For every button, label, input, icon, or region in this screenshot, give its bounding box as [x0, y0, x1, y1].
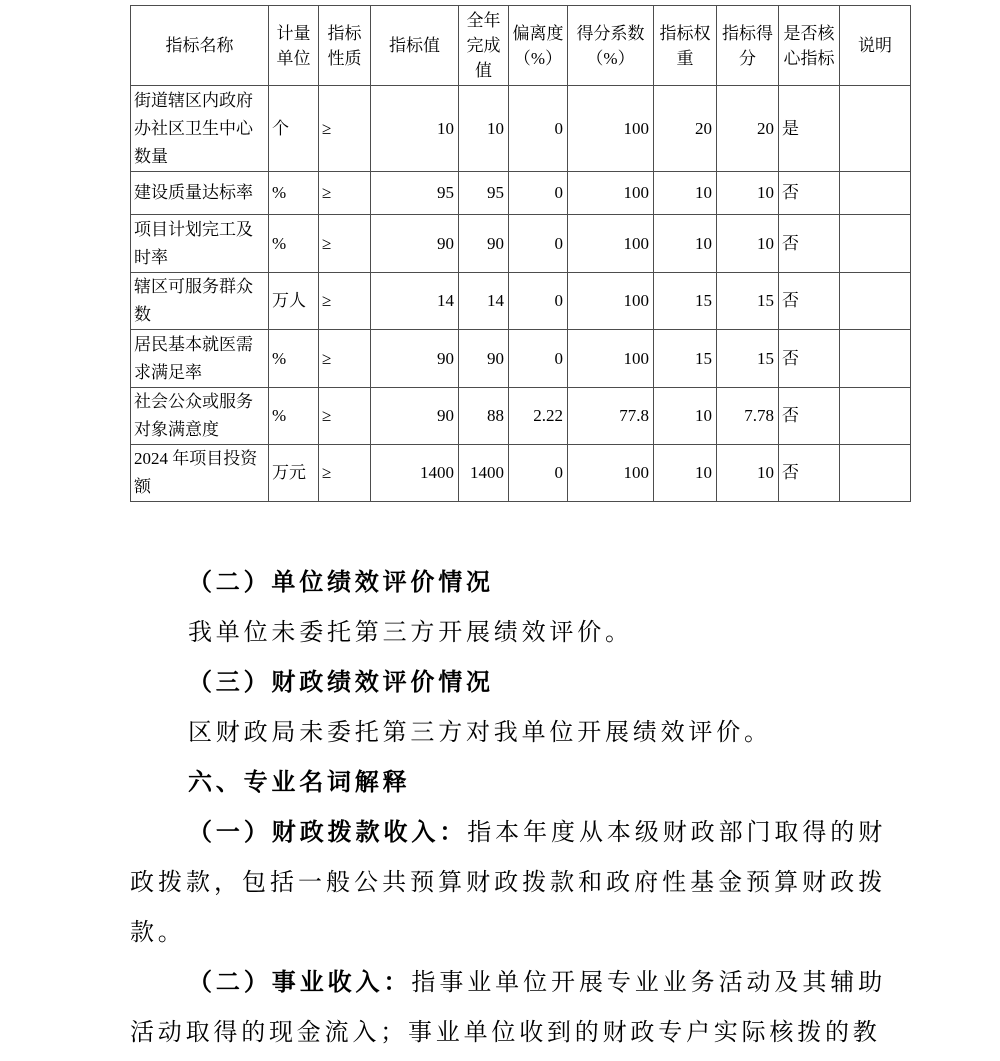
cell-score: 15: [717, 330, 779, 388]
cell-core-indicator: 否: [779, 215, 840, 273]
cell-nature: ≥: [319, 86, 371, 172]
paragraph-fiscal-performance-evaluation: 区财政局未委托第三方对我单位开展绩效评价。: [188, 720, 772, 746]
cell-annual-completion: 10: [459, 86, 509, 172]
cell-target-value: 14: [371, 273, 459, 330]
cell-score: 20: [717, 86, 779, 172]
cell-score: 10: [717, 445, 779, 502]
performance-indicator-table: [130, 5, 911, 502]
cell-nature: ≥: [319, 172, 371, 215]
table-row: [131, 273, 911, 330]
cell-target-value: 90: [371, 330, 459, 388]
cell-annual-completion: 88: [459, 388, 509, 445]
cell-unit: %: [269, 388, 319, 445]
cell-note: [840, 215, 911, 273]
cell-note: [840, 172, 911, 215]
table-row: [131, 445, 911, 502]
cell-target-value: 10: [371, 86, 459, 172]
cell-unit: 万元: [269, 445, 319, 502]
cell-indicator-name: 2024 年项目投资额: [131, 445, 269, 502]
term-lead-operational-income: （二）事业收入：: [188, 970, 412, 996]
cell-unit: 个: [269, 86, 319, 172]
col-header-target-value: 指标值: [371, 6, 459, 86]
cell-score-coefficient: 100: [568, 215, 654, 273]
cell-annual-completion: 14: [459, 273, 509, 330]
col-header-note: 说明: [840, 6, 911, 86]
col-header-deviation: 偏离度（%）: [509, 6, 568, 86]
cell-score: 7.78: [717, 388, 779, 445]
cell-note: [840, 273, 911, 330]
paragraph-unit-performance-evaluation: 我单位未委托第三方开展绩效评价。: [188, 620, 633, 646]
cell-score: 10: [717, 215, 779, 273]
paragraph-term-fiscal-appropriation-income: [130, 808, 886, 958]
cell-note: [840, 388, 911, 445]
cell-target-value: 1400: [371, 445, 459, 502]
cell-unit: %: [269, 215, 319, 273]
cell-core-indicator: 否: [779, 330, 840, 388]
col-header-core-indicator: 是否核心指标: [779, 6, 840, 86]
cell-indicator-name: 居民基本就医需求满足率: [131, 330, 269, 388]
cell-indicator-name: 社会公众或服务对象满意度: [131, 388, 269, 445]
term-lead-fiscal-appropriation-income: （一）财政拨款收入：: [188, 820, 468, 846]
cell-weight: 15: [654, 330, 717, 388]
document-body: [130, 558, 886, 1058]
table-row: [131, 388, 911, 445]
col-header-weight: 指标权重: [654, 6, 717, 86]
table-row: [131, 86, 911, 172]
col-header-score: 指标得分: [717, 6, 779, 86]
cell-weight: 10: [654, 215, 717, 273]
cell-nature: ≥: [319, 330, 371, 388]
cell-score-coefficient: 100: [568, 273, 654, 330]
cell-indicator-name: 建设质量达标率: [131, 172, 269, 215]
cell-note: [840, 86, 911, 172]
cell-core-indicator: 否: [779, 273, 840, 330]
cell-target-value: 95: [371, 172, 459, 215]
col-header-score-coefficient: 得分系数（%）: [568, 6, 654, 86]
heading-unit-performance-evaluation: （二）单位绩效评价情况: [188, 570, 494, 596]
cell-weight: 10: [654, 445, 717, 502]
cell-score-coefficient: 100: [568, 445, 654, 502]
cell-score: 15: [717, 273, 779, 330]
cell-target-value: 90: [371, 388, 459, 445]
cell-annual-completion: 1400: [459, 445, 509, 502]
cell-target-value: 90: [371, 215, 459, 273]
heading-fiscal-performance-evaluation: （三）财政绩效评价情况: [188, 670, 494, 696]
cell-score-coefficient: 100: [568, 330, 654, 388]
table-row: [131, 215, 911, 273]
cell-indicator-name: 辖区可服务群众数: [131, 273, 269, 330]
cell-indicator-name: 街道辖区内政府办社区卫生中心数量: [131, 86, 269, 172]
table-row: [131, 330, 911, 388]
cell-weight: 10: [654, 388, 717, 445]
cell-annual-completion: 90: [459, 330, 509, 388]
cell-annual-completion: 95: [459, 172, 509, 215]
cell-deviation: 0: [509, 172, 568, 215]
cell-unit: 万人: [269, 273, 319, 330]
cell-deviation: 0: [509, 330, 568, 388]
term-body-fiscal-appropriation-income: 指本年度从本级财政部门取得的财政拨款，包括一般公共预算财政拨款和政府性基金预算财政拨款。: [130, 820, 886, 946]
term-body-operational-income: 指事业单位开展专业业务活动及其辅助活动取得的现金流入；事业单位收到的财政专户实际核拨的教: [130, 970, 886, 1046]
cell-deviation: 0: [509, 86, 568, 172]
col-header-indicator-name: 指标名称: [131, 6, 269, 86]
cell-core-indicator: 否: [779, 172, 840, 215]
cell-score-coefficient: 77.8: [568, 388, 654, 445]
heading-glossary: 六、专业名词解释: [188, 769, 411, 796]
cell-unit: %: [269, 172, 319, 215]
cell-annual-completion: 90: [459, 215, 509, 273]
table-header-row: [131, 6, 911, 86]
cell-weight: 20: [654, 86, 717, 172]
cell-nature: ≥: [319, 215, 371, 273]
paragraph-term-operational-income: [130, 958, 886, 1058]
cell-nature: ≥: [319, 388, 371, 445]
col-header-annual-completion: 全年完成值: [459, 6, 509, 86]
cell-indicator-name: 项目计划完工及时率: [131, 215, 269, 273]
cell-score: 10: [717, 172, 779, 215]
col-header-unit: 计量单位: [269, 6, 319, 86]
cell-weight: 10: [654, 172, 717, 215]
cell-deviation: 0: [509, 445, 568, 502]
cell-core-indicator: 是: [779, 86, 840, 172]
cell-nature: ≥: [319, 445, 371, 502]
cell-core-indicator: 否: [779, 445, 840, 502]
col-header-nature: 指标性质: [319, 6, 371, 86]
cell-deviation: 0: [509, 215, 568, 273]
cell-score-coefficient: 100: [568, 172, 654, 215]
cell-deviation: 2.22: [509, 388, 568, 445]
cell-note: [840, 445, 911, 502]
cell-deviation: 0: [509, 273, 568, 330]
cell-weight: 15: [654, 273, 717, 330]
table-row: [131, 172, 911, 215]
cell-score-coefficient: 100: [568, 86, 654, 172]
cell-core-indicator: 否: [779, 388, 840, 445]
cell-unit: %: [269, 330, 319, 388]
cell-nature: ≥: [319, 273, 371, 330]
cell-note: [840, 330, 911, 388]
